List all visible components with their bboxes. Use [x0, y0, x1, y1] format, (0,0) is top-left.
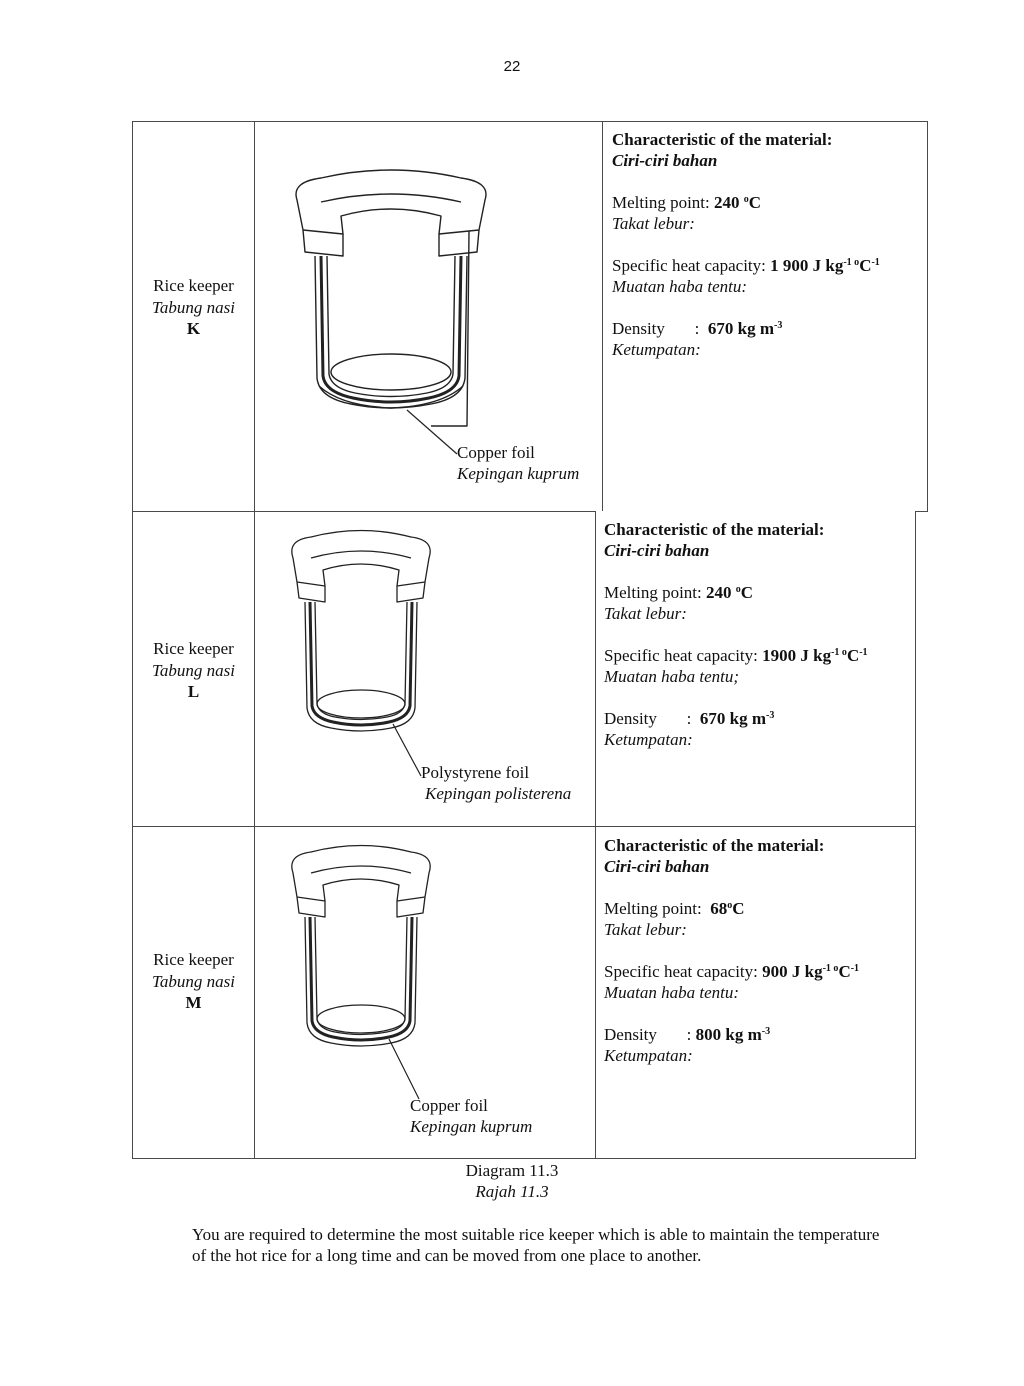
rice-keeper-label [133, 275, 254, 340]
keeper-letter: K [186, 319, 201, 338]
keeper-letter: M [185, 993, 202, 1012]
char-heading-ms: Ciri-ciri bahan [604, 541, 710, 560]
char-heading: Characteristic of the material: [612, 130, 833, 149]
density-ms: Ketumpatan: [604, 1046, 693, 1065]
diagram-caption-en: Diagram 11.3 [465, 1161, 559, 1180]
melting-point-ms: Takat lebur: [612, 214, 695, 233]
foil-caption [421, 762, 571, 804]
density: Density : 800 kg $m^{-3}$ [604, 1025, 771, 1044]
specific-heat-capacity-ms: Muatan haba tentu: [612, 277, 748, 296]
label-ms: Tabung nasi [152, 660, 235, 680]
label-en: Rice keeper [153, 950, 234, 969]
density: Density : 670 kg $m^{-3}$ [612, 319, 783, 338]
characteristics [612, 129, 880, 360]
caption-ms: Kepingan kuprum [457, 464, 580, 483]
char-heading: Characteristic of the material: [604, 836, 825, 855]
diagram-caption [0, 1160, 1024, 1202]
label-ms: Tabung nasi [152, 297, 235, 317]
density-ms: Ketumpatan: [604, 730, 693, 749]
caption-ms: Kepingan polisterena [425, 784, 572, 803]
keeper-letter: L [187, 682, 200, 701]
characteristics [604, 835, 859, 1066]
melting-point-ms: Takat lebur: [604, 920, 687, 939]
melting-point-ms: Takat lebur: [604, 604, 687, 623]
label-ms: Tabung nasi [152, 971, 235, 991]
caption-en: Copper foil [457, 443, 535, 462]
foil-caption [457, 442, 579, 484]
rice-keeper-l-illustration [281, 532, 441, 742]
row-m-char-cell [595, 826, 916, 1159]
rice-keeper-label [133, 638, 254, 703]
instruction-text: You are required to determine the most suitable rice keeper which is able to maintain the temperature of the hot rice for a long time and can be moved from one place to another. [192, 1225, 880, 1265]
specific-heat-capacity: Specific heat capacity: 1900 J $kg^{-1 o}C^{-1}$ [604, 646, 868, 665]
rice-keeper-m-illustration [281, 847, 441, 1057]
characteristics [604, 519, 868, 750]
page-number: 22 [503, 58, 521, 75]
row-l-char-cell [595, 511, 916, 827]
char-heading-ms: Ciri-ciri bahan [612, 151, 718, 170]
row-l-image-cell [254, 511, 596, 827]
melting-point: Melting point: 240 $^o$C [612, 193, 762, 212]
specific-heat-capacity-ms: Muatan haba tentu: [604, 983, 740, 1002]
char-heading: Characteristic of the material: [604, 520, 825, 539]
row-m-label-cell [132, 826, 255, 1159]
char-heading-ms: Ciri-ciri bahan [604, 857, 710, 876]
caption-ms: Kepingan kuprum [410, 1117, 533, 1136]
label-en: Rice keeper [153, 276, 234, 295]
rice-keeper-label [133, 949, 254, 1014]
foil-caption [410, 1095, 532, 1137]
specific-heat-capacity: Specific heat capacity: 1 900 J $kg^{-1 o}C^{-1}$ [612, 256, 880, 275]
specific-heat-capacity: Specific heat capacity: 900 J $kg^{-1 o}C^{-1}$ [604, 962, 860, 981]
rice-keeper-k-illustration [281, 172, 501, 432]
row-k-image-cell [254, 121, 603, 512]
row-k-char-cell [602, 121, 928, 512]
row-l-label-cell [132, 511, 255, 827]
row-k-label-cell [132, 121, 255, 512]
diagram-caption-ms: Rajah 11.3 [475, 1182, 549, 1201]
specific-heat-capacity-ms: Muatan haba tentu; [604, 667, 740, 686]
melting-point: Melting point: 68$^o$C [604, 899, 745, 918]
melting-point: Melting point: 240 $^o$C [604, 583, 754, 602]
caption-en: Polystyrene foil [421, 763, 530, 782]
label-en: Rice keeper [153, 639, 234, 658]
density-ms: Ketumpatan: [612, 340, 701, 359]
caption-en: Copper foil [410, 1096, 488, 1115]
row-m-image-cell [254, 826, 596, 1159]
density: Density : 670 kg $m^{-3}$ [604, 709, 775, 728]
